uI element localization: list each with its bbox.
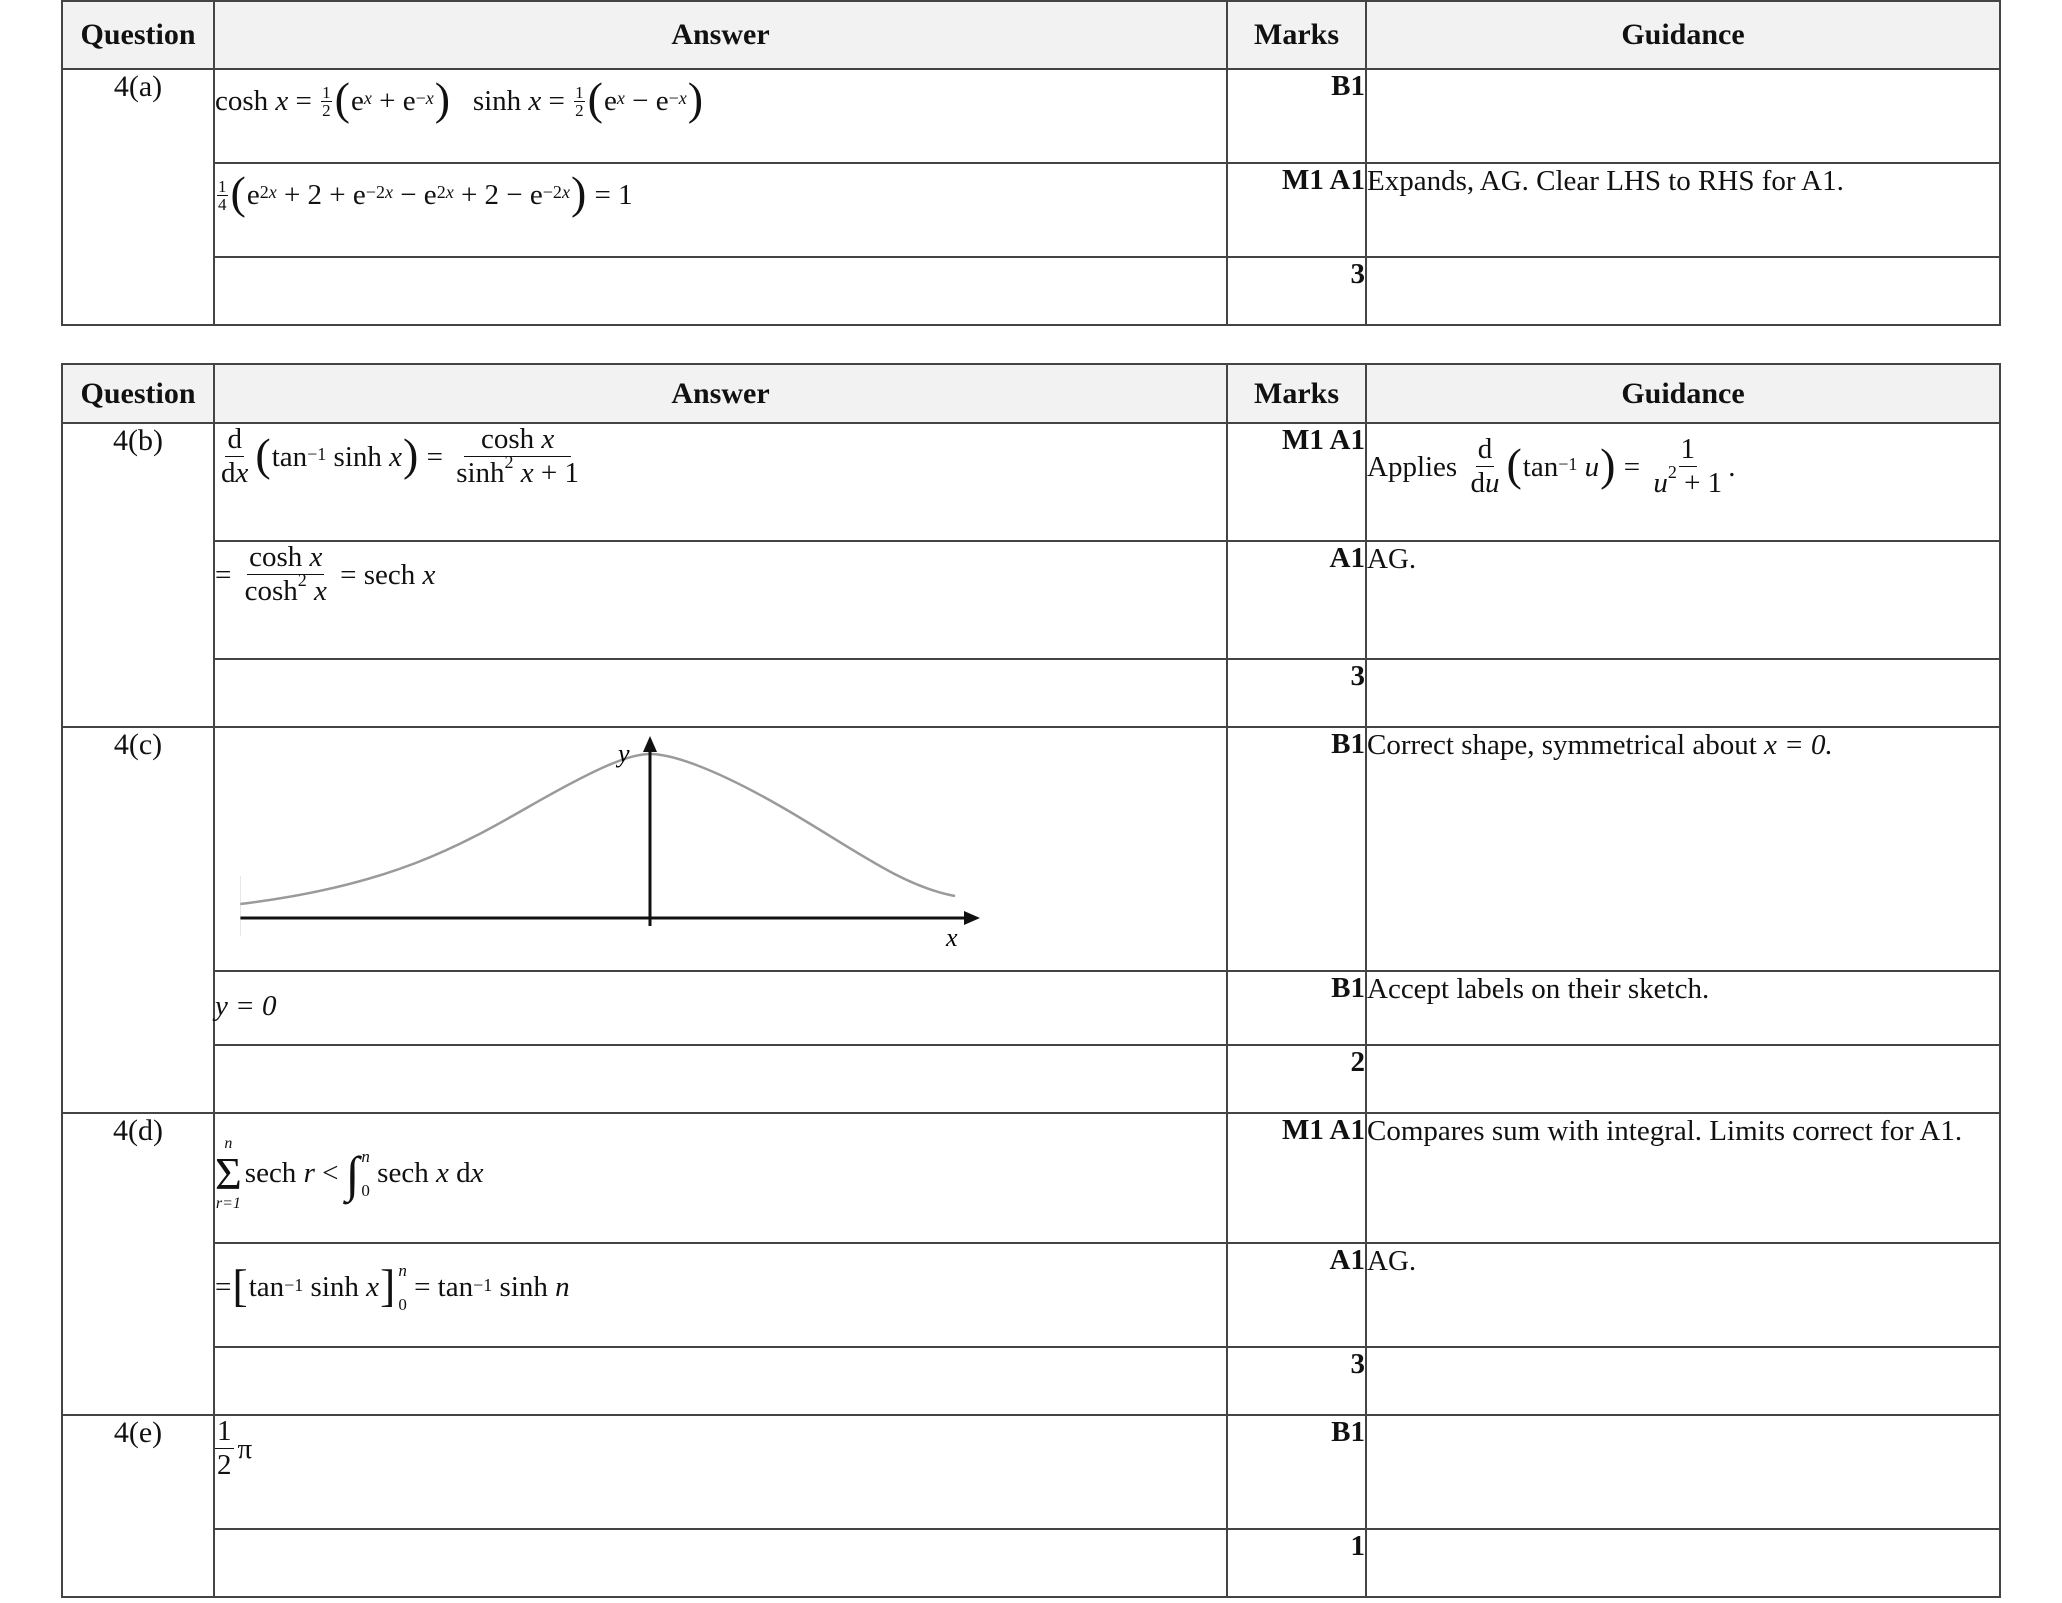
answer-cell [214,257,1227,325]
table-row [62,727,2000,971]
table-row [62,1113,2000,1243]
marks-cell: B1 [1227,727,1366,971]
table-row [62,1243,2000,1347]
table-row [62,257,2000,325]
guidance-cell [1366,1529,2000,1597]
answer-cell [214,659,1227,727]
marks-total: 3 [1227,1347,1366,1415]
marks-cell: A1 [1227,541,1366,659]
guidance-cell [1366,1415,2000,1529]
math-expression: cosh x = 1 2 ( e $^x$ + e $^{-x}$ ) sinh x = 1 2 ( e $^x$ − e $^{-x}$ ) [215,73,704,124]
marks-cell: M1 A1 [1227,423,1366,541]
question-label: 4(d) [62,1113,214,1415]
answer-cell [214,541,1227,659]
table-row [62,69,2000,163]
guidance-cell: AG. [1366,1243,2000,1347]
guidance-cell [1366,727,2000,971]
y-axis-arrow-icon [643,736,657,752]
marks-total: 2 [1227,1045,1366,1113]
markscheme-table-4b-4e [61,363,2001,1598]
question-label: 4(a) [62,69,214,325]
header-marks: Marks [1227,1,1366,69]
x-axis-label: x [946,923,958,952]
marks-cell: A1 [1227,1243,1366,1347]
header-row [62,364,2000,423]
answer-cell [214,1529,1227,1597]
answer-cell [214,163,1227,257]
guidance-cell [1366,1347,2000,1415]
header-answer: Answer [214,364,1227,423]
math-expression: = $\frac{\text{cosh x}}{\cosh^2 x}$ = sech x [215,541,436,607]
answer-cell [214,971,1227,1045]
marks-cell: B1 [1227,1415,1366,1529]
table-row [62,1045,2000,1113]
table-row [62,1529,2000,1597]
marks-total: 3 [1227,659,1366,727]
header-row [62,1,2000,69]
table-row [62,659,2000,727]
guidance-cell: Compares sum with integral. Limits correct for A1. [1366,1113,2000,1243]
table-row [62,423,2000,541]
marks-total: 1 [1227,1529,1366,1597]
header-marks: Marks [1227,364,1366,423]
guidance-cell: Accept labels on their sketch. [1366,971,2000,1045]
guidance-cell [1366,257,2000,325]
math-expression: 1 4 ( e $^{2x}$ + 2 + e $^{-2x}$ − e $^{2x}$ + 2 − e $^{-2x}$ ) = 1 [218,167,633,218]
marks-total: 3 [1227,257,1366,325]
answer-cell [214,423,1227,541]
table-row [62,163,2000,257]
header-answer: Answer [214,1,1227,69]
question-label: 4(e) [62,1415,214,1597]
markscheme-table-4a [61,0,2001,326]
marks-cell: M1 A1 [1227,163,1366,257]
table-row [62,1415,2000,1529]
answer-text: y = 0 [215,990,277,1022]
sech-sketch [240,736,1000,966]
answer-cell [214,1243,1227,1347]
math-expression: $\frac{1}{2}$ π [217,1415,253,1481]
x-axis-arrow-icon [964,911,980,925]
marks-cell: B1 [1227,971,1366,1045]
header-guidance: Guidance [1366,1,2000,69]
header-guidance: Guidance [1366,364,2000,423]
guidance-text: Applies [1367,450,1458,483]
question-label: 4(c) [62,727,214,1113]
answer-cell [214,1113,1227,1243]
marks-cell: M1 A1 [1227,1113,1366,1243]
header-question: Question [62,1,214,69]
guidance-cell: AG. [1366,541,2000,659]
guidance-cell [1366,1045,2000,1113]
answer-cell [214,69,1227,163]
marks-cell: B1 [1227,69,1366,163]
y-axis-label: y [618,739,630,768]
guidance-cell [1366,659,2000,727]
answer-cell [214,1347,1227,1415]
answer-cell [214,727,1227,971]
question-label: 4(b) [62,423,214,727]
guidance-text: Correct shape, symmetrical about [1367,729,1757,761]
table-row [62,971,2000,1045]
math-expression: n Σ r=1 sech r < ∫ n 0 sech x d x [215,1135,484,1212]
header-question: Question [62,364,214,423]
answer-cell [214,1415,1227,1529]
math-expression: = [ tan $^{-1}$ sinh x ] n 0 = tan $^{-1}$ sinh n [215,1259,570,1314]
table-row [62,1347,2000,1415]
math-expression: $\frac{d}{dx}$ ( tan $^{-1}$ sinh x ) = $\frac{\text{cosh x}}{\sinh^2 x + 1}$ [221,423,580,489]
answer-cell [214,1045,1227,1113]
table-row [62,541,2000,659]
guidance-cell: Applies $\frac{d}{du}$ ( tan $^{-1}$ u ) = $\frac{1}{u^2 + 1}$ . [1366,423,2000,541]
guidance-cell [1366,69,2000,163]
guidance-cell: Expands, AG. Clear LHS to RHS for A1. [1366,163,2000,257]
guidance-math: x = 0. [1764,729,1833,761]
sech-curve [240,754,955,904]
